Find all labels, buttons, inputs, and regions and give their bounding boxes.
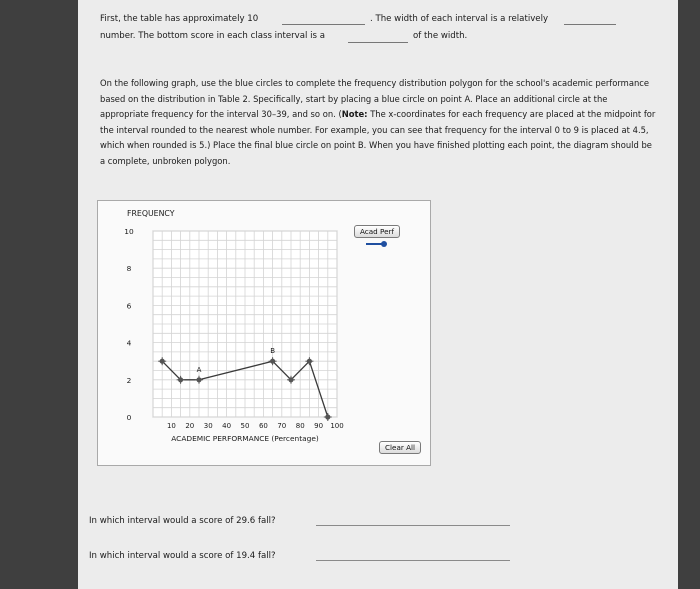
intro-line2-b: of the width.: [413, 31, 468, 41]
blank-width-description[interactable]: [564, 24, 616, 25]
legend-series-icon: [364, 239, 390, 249]
x-tick-label: 20: [185, 422, 195, 430]
x-tick-label: 100: [330, 422, 344, 430]
y-axis-title: FREQUENCY: [127, 209, 175, 218]
y-tick-label: 6: [126, 301, 132, 311]
y-tick-label: 4: [126, 338, 132, 348]
x-tick-label: 10: [166, 422, 176, 430]
legend-label: Acad Perf: [360, 227, 394, 236]
legend-acad-perf[interactable]: [354, 225, 400, 238]
y-tick-label: 8: [126, 264, 132, 274]
intro-line1-b: . The width of each interval is a relatively: [370, 14, 549, 24]
x-tick-label: 90: [314, 422, 324, 430]
intro-line2-a: number. The bottom score in each class interval is a: [100, 31, 326, 41]
answer-1-field[interactable]: [316, 525, 510, 526]
instructions-paragraph: [100, 76, 656, 169]
x-tick-label: 50: [240, 422, 250, 430]
x-tick-label: 70: [277, 422, 287, 430]
x-tick-label: 30: [203, 422, 213, 430]
question-1: In which interval would a score of 29.6 fall?: [89, 516, 276, 526]
answer-2-field[interactable]: [316, 560, 510, 561]
instructions-part1: On the following graph, use the blue circles to complete the frequency distribution polygon for the school's academic performance based on the distribution in Table 2. Specifically, start by placing a blue circle on point A. Place an additional circle at the appropriate frequency for the interval 30–39, and so on. (: [100, 78, 650, 119]
x-tick-label: 40: [222, 422, 232, 430]
intro-line1-a: First, the table has approximately 10: [100, 14, 259, 24]
note-label: Note:: [341, 109, 368, 119]
y-tick-label: 2: [126, 375, 132, 385]
clear-all-label: Clear All: [385, 443, 415, 452]
y-tick-label: 10: [124, 227, 134, 236]
blank-number-of-intervals[interactable]: [282, 24, 365, 25]
y-tick-label: 0: [126, 413, 132, 422]
instructions-part2: The x-coordinates for each frequency are placed at the midpoint for the interval rounded to the nearest whole number. For example, you can see that frequency for the interval 0 to 9 is placed at 4.5, which when rounded is 5.) Place the final blue circle on point B. When you have finished plotting each point, the diagram should be a complete, unbroken polygon.: [100, 109, 656, 166]
point-label: A: [196, 365, 202, 374]
x-tick-label: 60: [258, 422, 268, 430]
x-tick-label: 80: [295, 422, 305, 430]
question-2: In which interval would a score of 19.4 fall?: [89, 551, 276, 561]
clear-all-button[interactable]: [379, 441, 421, 454]
x-axis-title: ACADEMIC PERFORMANCE (Percentage): [171, 434, 319, 443]
graph-applet: [97, 200, 431, 466]
worksheet-page: [78, 0, 678, 589]
blank-bottom-score[interactable]: [348, 42, 408, 43]
point-label: B: [270, 347, 276, 356]
